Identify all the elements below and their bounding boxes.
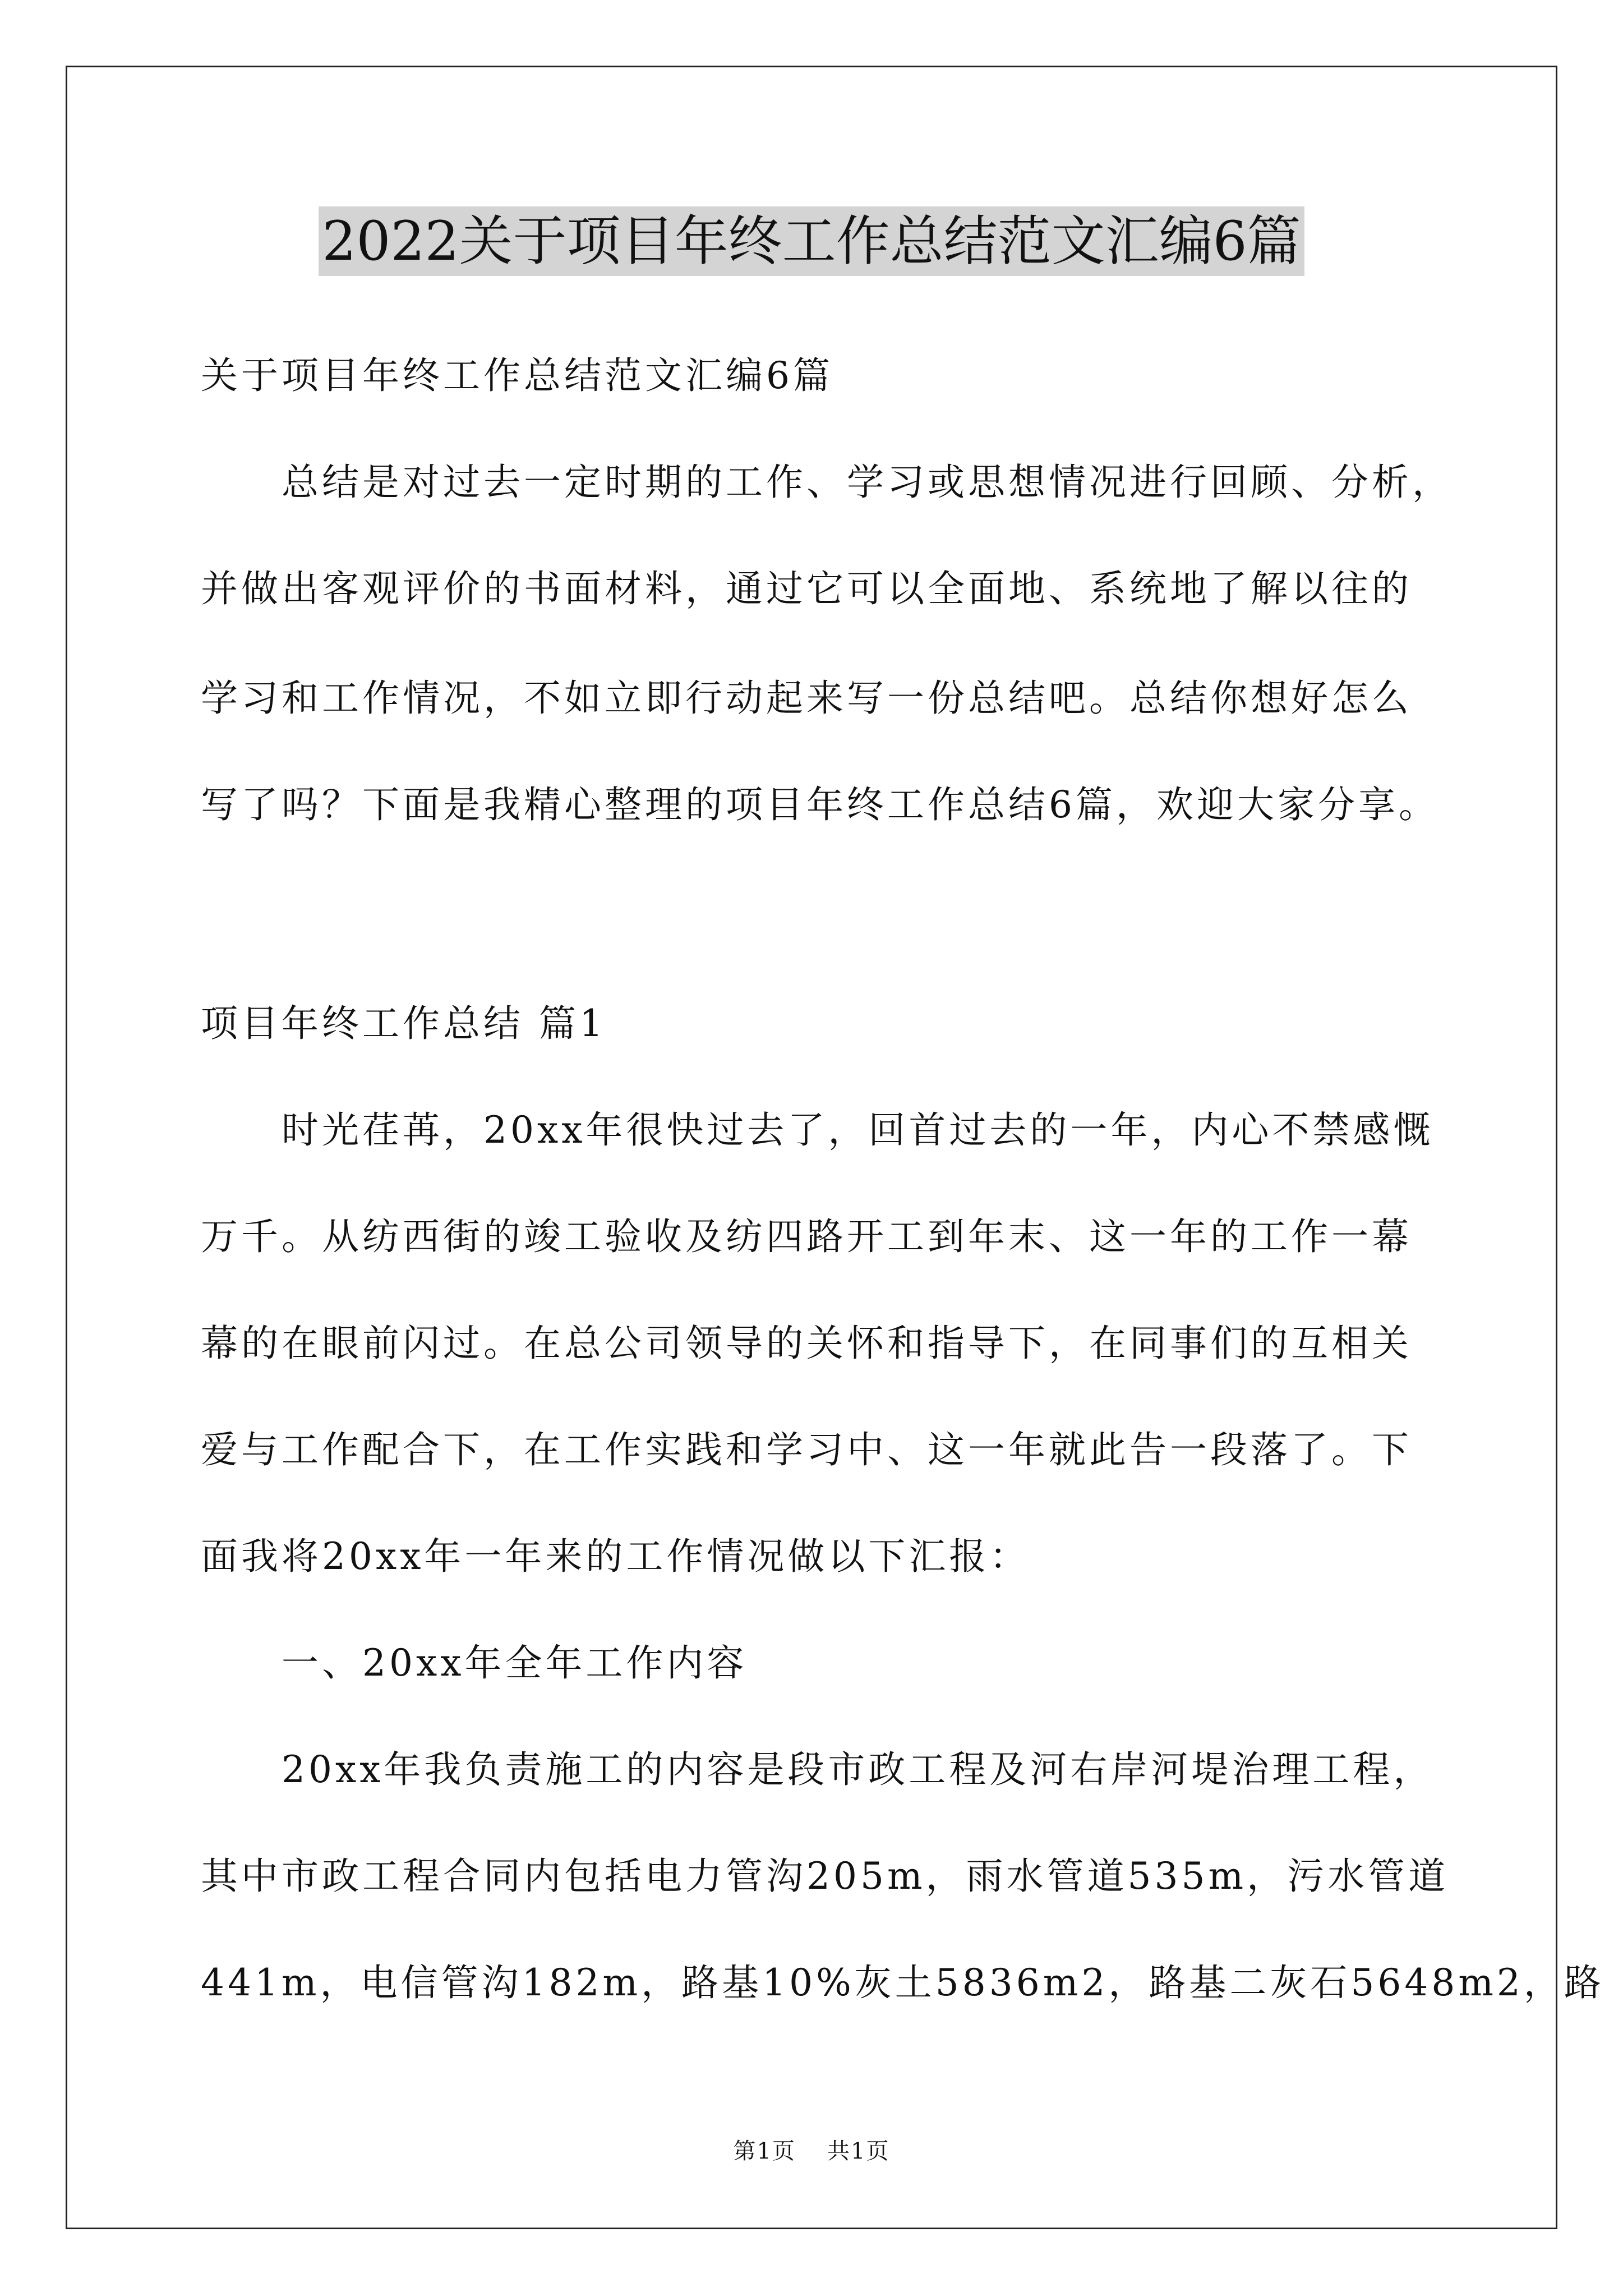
section-heading: 项目年终工作总结 篇1 <box>201 1002 606 1045</box>
section-line: 时光荏苒，20xx年很快过去了，回首过去的一年，内心不禁感慨 <box>282 1108 1434 1152</box>
page-footer <box>0 2134 1623 2168</box>
subheading: 一、20xx年全年工作内容 <box>282 1641 748 1685</box>
section-line: 万千。从纺西街的竣工验收及纺四路开工到年末、这一年的工作一幕 <box>201 1215 1412 1258</box>
document-subtitle: 关于项目年终工作总结范文汇编6篇 <box>201 354 833 397</box>
intro-line: 学习和工作情况，不如立即行动起来写一份总结吧。总结你想好怎么 <box>201 677 1412 720</box>
section-line: 面我将20xx年一年来的工作情况做以下汇报： <box>201 1535 1030 1578</box>
page-number: 第1页 <box>733 2138 796 2164</box>
intro-line: 总结是对过去一定时期的工作、学习或思想情况进行回顾、分析， <box>282 461 1453 504</box>
content-line: 20xx年我负责施工的内容是段市政工程及河右岸河堤治理工程， <box>282 1748 1434 1791</box>
page-total: 共1页 <box>827 2138 890 2164</box>
document-title-text: 2022关于项目年终工作总结范文汇编6篇 <box>319 206 1304 276</box>
intro-line: 写了吗？下面是我精心整理的项目年终工作总结6篇，欢迎大家分享。 <box>201 783 1439 826</box>
section-line: 幕的在眼前闪过。在总公司领导的关怀和指导下，在同事们的互相关 <box>201 1322 1412 1365</box>
section-line: 爱与工作配合下，在工作实践和学习中、这一年就此告一段落了。下 <box>201 1428 1412 1471</box>
intro-line: 并做出客观评价的书面材料，通过它可以全面地、系统地了解以往的 <box>201 567 1412 610</box>
document-title <box>0 202 1623 280</box>
content-line: 441m，电信管沟182m，路基10%灰土5836m2，路基二灰石5648m2，路 <box>201 1961 1604 2004</box>
content-line: 其中市政工程合同内包括电力管沟205m，雨水管道535m，污水管道 <box>201 1855 1449 1898</box>
